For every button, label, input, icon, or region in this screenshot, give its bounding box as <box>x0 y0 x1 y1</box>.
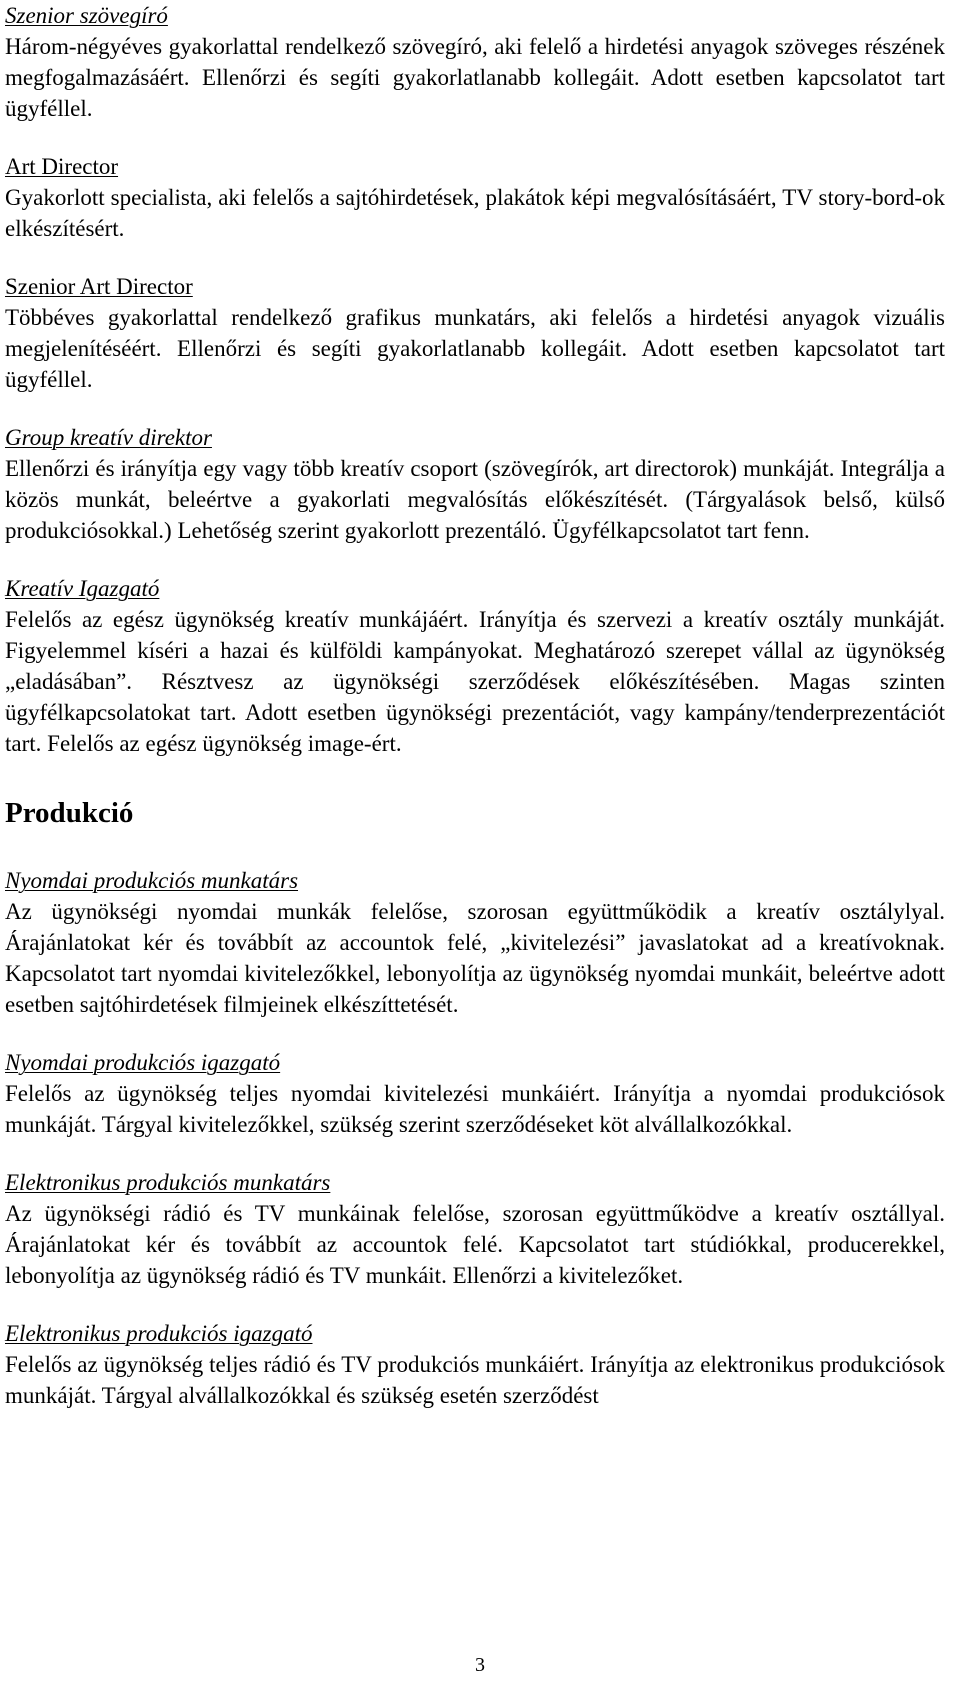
entry-nyomdai-produkcios-munkatars <box>5 865 945 1020</box>
entry-elektronikus-produkcios-igazgato <box>5 1318 945 1411</box>
entry-title: Art Director <box>5 154 119 179</box>
entry-title: Nyomdai produkciós igazgató <box>5 1050 281 1075</box>
entry-body: Ellenőrzi és irányítja egy vagy több kreatív csoport (szövegírók, art directorok) munkáját. Integrálja a közös munkát, beleértve a gyakorlati megvalósítás előkészítését. (Tárgyalások belső, külső produkciósokkal.) Lehetőség szerint gyakorlott prezentáló. Ügyfélkapcsolatot tart fenn. <box>5 456 945 543</box>
entry-body: Felelős az ügynökség teljes rádió és TV produkciós munkáiért. Irányítja az elektronikus produkciósok munkáját. Tárgyal alvállalkozókkal és szükség esetén szerződést <box>5 1352 945 1408</box>
entry-body: Három-négyéves gyakorlattal rendelkező szövegíró, aki felelő a hirdetési anyagok szöveges részének megfogalmazásáért. Ellenőrzi és segíti gyakorlatlanabb kollegáit. Adott esetben kapcsolatot tart ügyféllel. <box>5 34 945 121</box>
entry-group-kreativ-direktor <box>5 422 945 546</box>
entry-body: Felelős az egész ügynökség kreatív munkájáért. Irányítja és szervezi a kreatív osztály munkáját. Figyelemmel kíséri a hazai és külföldi kampányokat. Meghatározó szerepet vállal az ügynökség „eladásában”. Résztvesz az ügynökségi szerződések előkészítésében. Magas szinten ügyfélkapcsolatokat tart. Adott esetben ügynökségi prezentációt, vagy kampány/tenderprezentációt tart. Felelős az egész ügynökség image-ért. <box>5 607 945 756</box>
entry-body: Felelős az ügynökség teljes nyomdai kivitelezési munkáiért. Irányítja a nyomdai produkciósok munkáját. Tárgyal kivitelezőkkel, szükség szerint szerződéseket köt alvállalkozókkal. <box>5 1081 945 1137</box>
entry-szenior-art-director <box>5 271 945 395</box>
entry-nyomdai-produkcios-igazgato <box>5 1047 945 1140</box>
entry-body: Az ügynökségi rádió és TV munkáinak felelőse, szorosan együttműködve a kreatív osztállyal. Árajánlatokat kér és továbbít az accountok felé. Kapcsolatot tart stúdiókkal, producerekkel, lebonyolítja az ügynökség rádió és TV munkáit. Ellenőrzi a kivitelezőket. <box>5 1201 945 1288</box>
entry-title: Group kreatív direktor <box>5 425 212 450</box>
document-page <box>5 0 945 1438</box>
entry-title: Szenior szövegíró <box>5 3 168 28</box>
entry-art-director <box>5 151 945 244</box>
entry-kreativ-igazgato <box>5 573 945 759</box>
page-number: 3 <box>475 1654 485 1676</box>
entry-title: Elektronikus produkciós munkatárs <box>5 1170 331 1195</box>
entry-elektronikus-produkcios-munkatars <box>5 1167 945 1291</box>
entry-title: Elektronikus produkciós igazgató <box>5 1321 313 1346</box>
entry-body: Többéves gyakorlattal rendelkező grafikus munkatárs, aki felelős a hirdetési anyagok vizuális megjelenítéséért. Ellenőrzi és segíti gyakorlatlanabb kollegáit. Adott esetben kapcsolatot tart ügyféllel. <box>5 305 945 392</box>
entry-title: Nyomdai produkciós munkatárs <box>5 868 299 893</box>
entry-body: Az ügynökségi nyomdai munkák felelőse, szorosan együttműködik a kreatív osztálylyal. Árajánlatokat kér és továbbít az accountok felé, „kivitelezési” javaslatokat ad a kreatívoknak. Kapcsolatot tart nyomdai kivitelezőkkel, lebonyolítja az ügynökség nyomdai munkáit, beleértve adott esetben sajtóhirdetések filmjeinek elkészíttetését. <box>5 899 945 1017</box>
section-heading: Produkció <box>5 797 134 829</box>
entry-body: Gyakorlott specialista, aki felelős a sajtóhirdetések, plakátok képi megvalósításáért, TV story-bord-ok elkészítésért. <box>5 185 945 241</box>
entry-title: Kreatív Igazgató <box>5 576 160 601</box>
entry-szenior-szovegiro <box>5 0 945 124</box>
entry-title: Szenior Art Director <box>5 274 193 299</box>
